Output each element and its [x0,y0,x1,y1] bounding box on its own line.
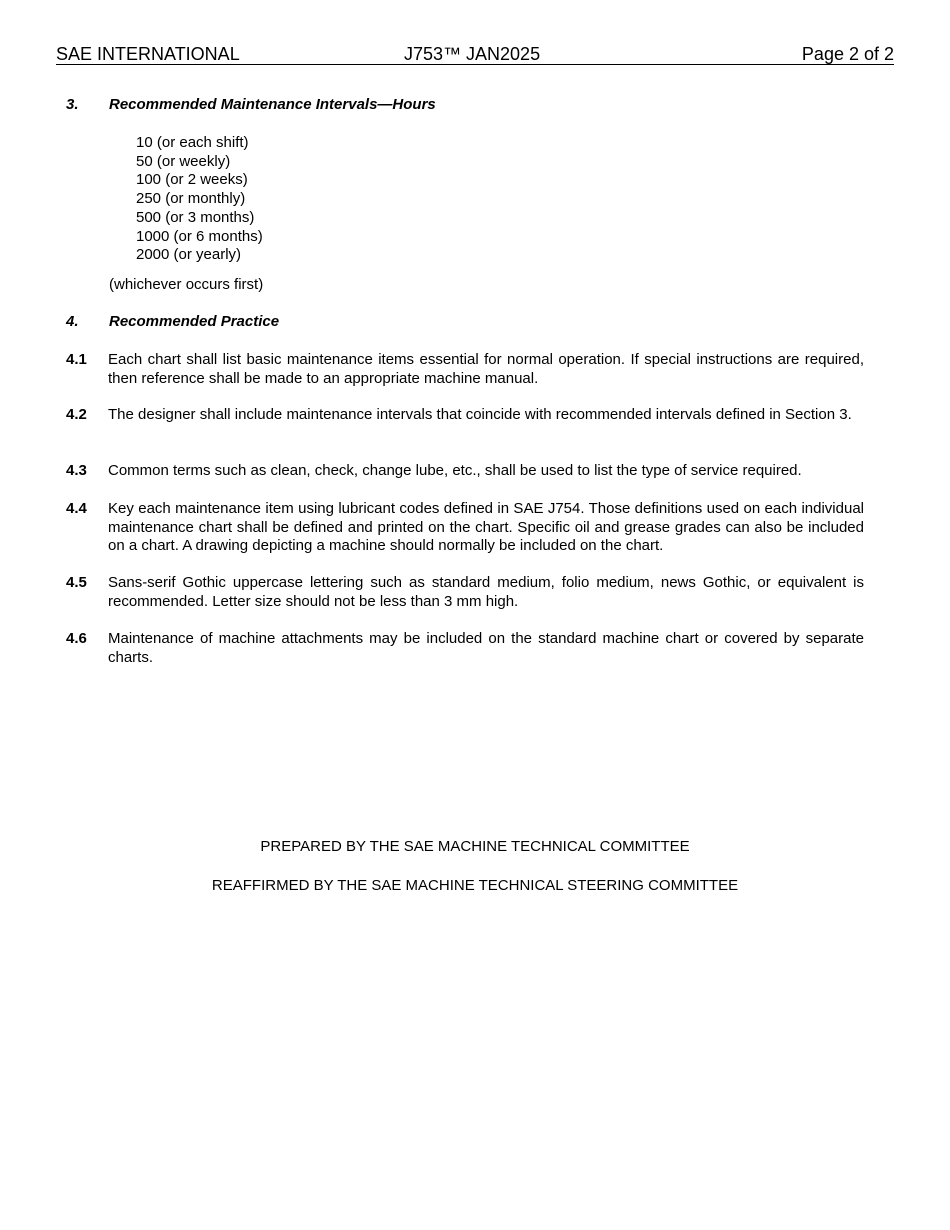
paragraph-number: 4.3 [66,462,87,479]
header-doc-id: J753™ JAN2025 [404,44,541,64]
section-3-heading [66,96,866,115]
interval-item: 2000 (or yearly) [136,246,242,264]
paragraph-number: 4.2 [66,406,87,423]
paragraph-text: Each chart shall list basic maintenance items essential for normal operation. If special instructions are required, then reference shall be made to an appropriate machine manual. [108,351,864,387]
reaffirmed-by-line: REAFFIRMED BY THE SAE MACHINE TECHNICAL STEERING COMMITTEE [211,877,739,894]
section-4-title: Recommended Practice [109,313,280,330]
header-page-number: Page 2 of 2 [801,44,894,64]
interval-item: 50 (or weekly) [136,152,231,170]
interval-item: 100 (or 2 weeks) [136,171,248,189]
prepared-by-line: PREPARED BY THE SAE MACHINE TECHNICAL COMMITTEE [260,838,690,855]
paragraph-4-5 [66,574,864,611]
paragraph-4-4 [66,500,864,556]
paragraph-4-1 [66,351,864,388]
paragraph-4-6 [66,630,864,667]
interval-item: 10 (or each shift) [136,134,249,151]
paragraph-4-3 [66,462,864,481]
section-4-heading [66,313,866,332]
paragraph-text: Common terms such as clean, check, change lube, etc., shall be used to list the type of service required. [108,462,802,479]
paragraph-text: The designer shall include maintenance intervals that coincide with recommended intervals defined in Section 3. [108,406,852,423]
paragraph-number: 4.6 [66,630,87,647]
paragraph-4-2 [66,406,864,425]
paragraph-text: Sans-serif Gothic uppercase lettering such as standard medium, folio medium, news Gothic, or equivalent is recommended. Letter size should not be less than 3 mm high. [108,574,864,610]
interval-item: 250 (or monthly) [136,190,246,208]
paragraph-number: 4.5 [66,574,87,591]
paragraph-number: 4.1 [66,351,87,368]
page-header [56,44,894,65]
section-4-number: 4. [66,313,79,330]
section-3-number: 3. [66,96,79,113]
interval-list [136,134,263,265]
interval-item: 1000 (or 6 months) [136,227,263,245]
section-3-title: Recommended Maintenance Intervals—Hours [109,96,436,113]
interval-item: 500 (or 3 months) [136,208,255,226]
header-org: SAE INTERNATIONAL [56,44,240,64]
interval-note: (whichever occurs first) [109,276,264,293]
paragraph-text: Key each maintenance item using lubricant codes defined in SAE J754. Those definitions used on each individual maintenance chart shall be defined and printed on the chart. Specific oil and grease grades can also be included on a chart. A drawing depicting a machine should normally be included on the chart. [108,500,864,555]
paragraph-text: Maintenance of machine attachments may be included on the standard machine chart or covered by separate charts. [108,630,864,666]
paragraph-number: 4.4 [66,500,87,517]
